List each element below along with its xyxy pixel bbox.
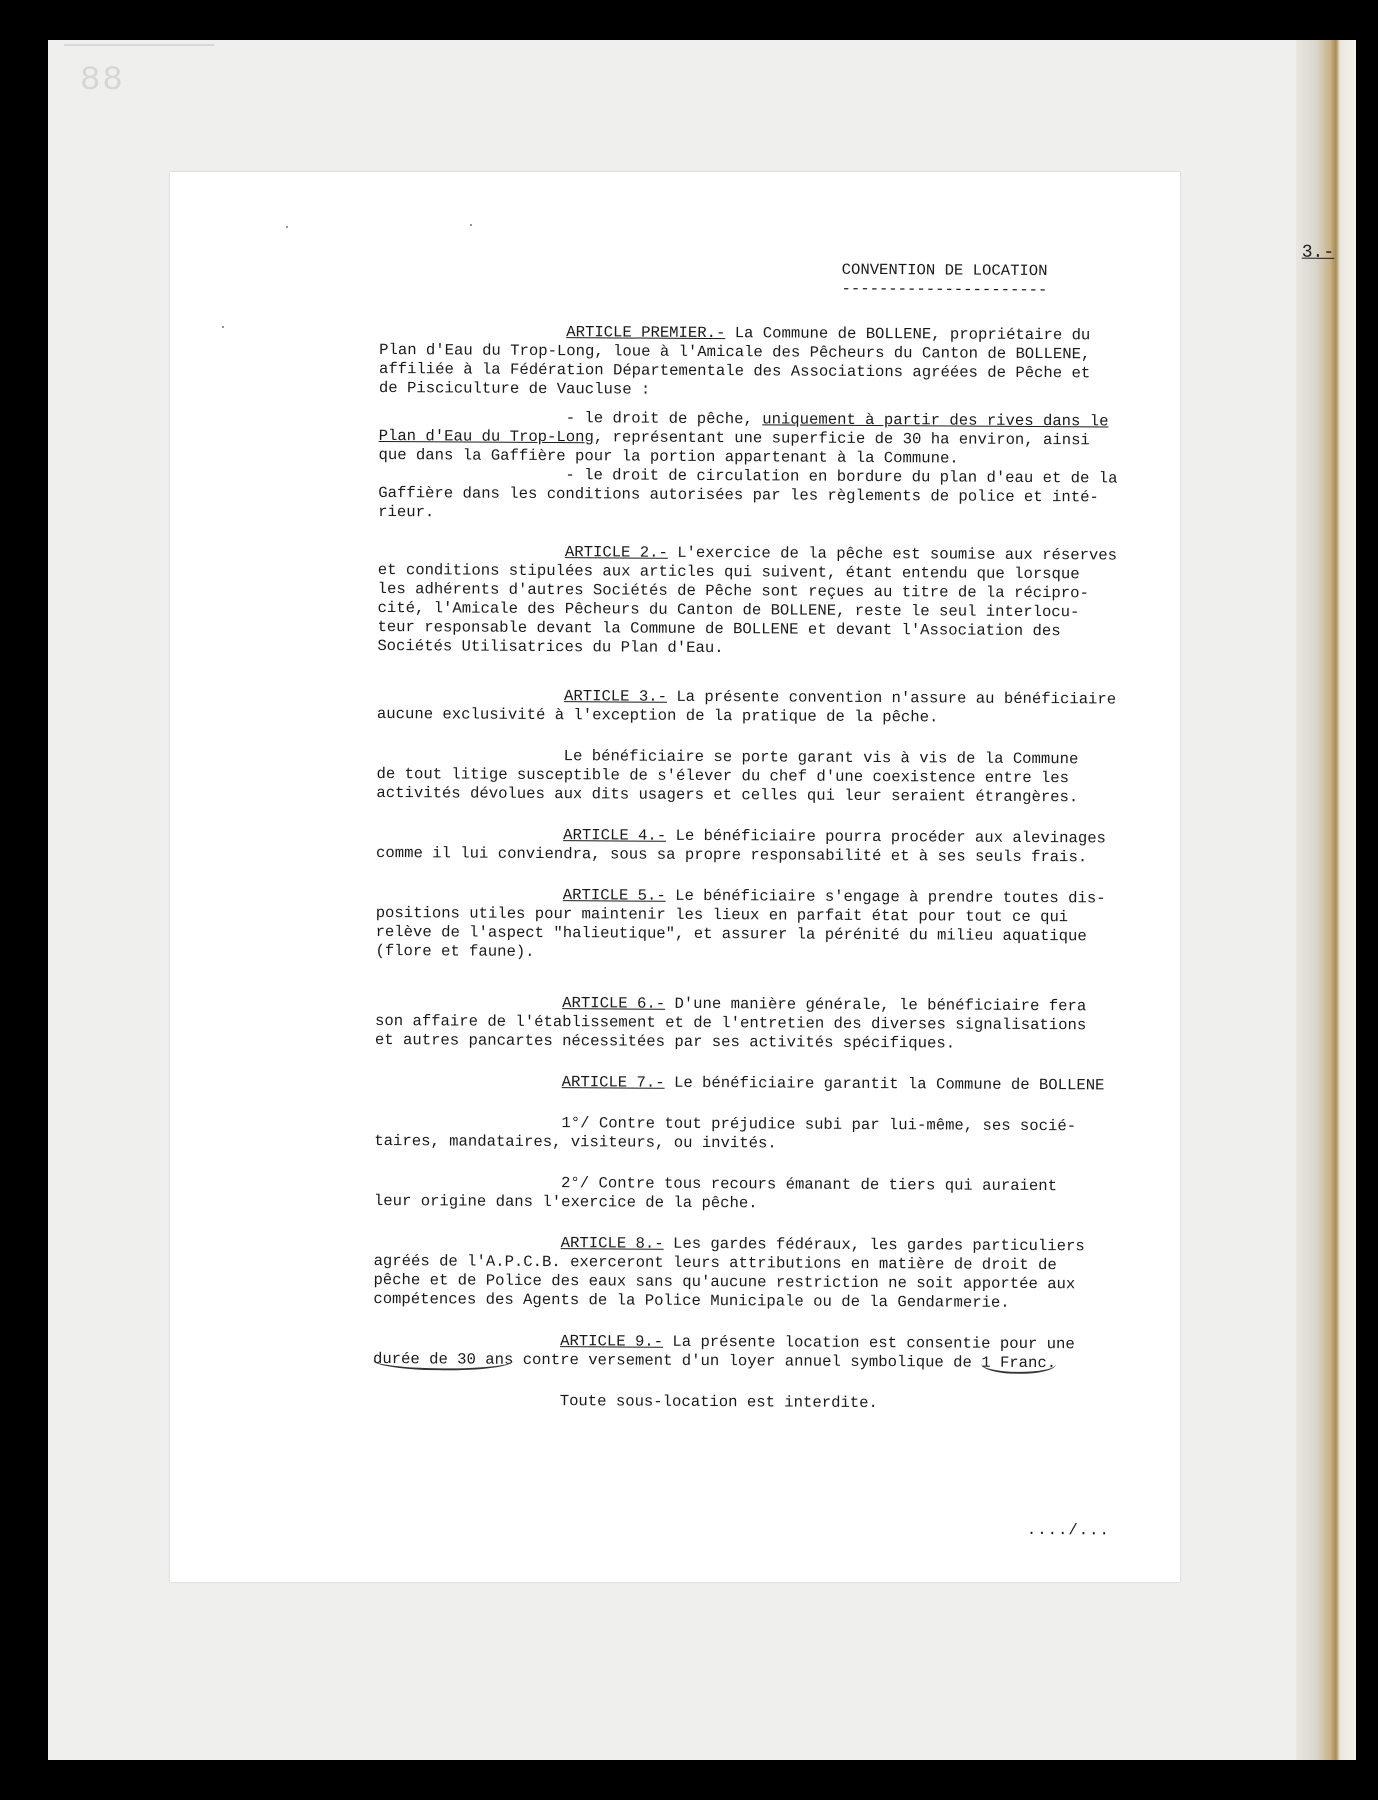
article-text: Le bénéficiaire pourra procéder aux alevinages [666,826,1107,848]
article-label: ARTICLE 5.- [562,886,666,905]
article-label: ARTICLE 4.- [563,826,667,845]
article-text: agréés de l'A.P.C.B. exerceront leurs attributions en matière de droit de [373,1251,1057,1275]
article-text: 1°/ Contre tout préjudice subi par lui-même, ses socié- [561,1114,1077,1136]
article-text: Le bénéficiaire s'engage à prendre toutes dis- [665,886,1106,908]
article-text: La Commune de BOLLENE, propriétaire du [725,324,1091,345]
article-text: Les gardes fédéraux, les gardes particuliers [663,1234,1085,1256]
article-7-item-2 [374,1173,1164,1216]
article-3-paragraph-2 [376,746,1166,808]
article-8 [373,1233,1163,1314]
article-text: taires, mandataires, visiteurs, ou invités. [374,1131,777,1153]
article-text: L'exercice de la pêche est soumise aux réserves [667,543,1118,565]
handwritten-underline-duration: durée de 30 ans [372,1349,514,1369]
paper-speck [286,226,288,228]
article-9 [373,1331,1163,1374]
article-text: teur responsable devant la Commune de BOLLENE et devant l'Association des [377,617,1061,641]
paper-speck [470,224,472,226]
article-text: compétences des Agents de la Police Municipale ou de la Gendarmerie. [373,1289,1010,1312]
article-text: et autres pancartes nécessitées par ses activités spécifiques. [374,1030,956,1053]
article-text: Sociétés Utilisatrices du Plan d'Eau. [377,636,724,658]
article-text: et conditions stipulées aux articles qui suivent, étant entendu que lorsque [377,560,1080,584]
article-text: Le bénéficiaire garantit la Commune de BOLLENE [664,1073,1105,1095]
document-title-block [829,261,1047,300]
article-text: leur origine dans l'exercice de la pêche. [373,1191,758,1213]
document-sheet [170,172,1335,1582]
article-text: Le bénéficiaire se porte garant vis à vis de la Commune [563,747,1079,769]
article-text: relève de l'aspect "halieutique", et assurer la pérénité du milieu aquatique [375,922,1087,946]
article-text: affiliée à la Fédération Départementale des Associations agréées de Pêche et [378,359,1091,383]
underlined-text: uniquement à partir des rives dans le [762,410,1109,431]
article-label: ARTICLE 9.- [560,1332,664,1351]
article-text: de tout litige susceptible de s'élever du chef d'une coexistence entre les [376,764,1070,788]
article-9-paragraph-2 [373,1391,1163,1415]
binder-spine [1296,40,1356,1760]
paper-speck [222,326,224,328]
document-body [373,322,1170,1435]
article-6 [375,993,1165,1055]
article-text: que dans la Gaffière pour la portion appartenant à la Commune. [378,445,959,468]
article-5 [375,885,1165,966]
article-label: ARTICLE 3.- [563,687,668,706]
article-4 [376,825,1166,868]
paper-edge-line [64,44,214,46]
article-2 [377,542,1168,661]
article-text: aucune exclusivité à l'exception de la pratique de la pêche. [376,704,939,727]
handwritten-underline-amount: 1 Franc. [981,1353,1057,1373]
article-label: ARTICLE PREMIER.- [566,323,726,343]
article-text: les adhérents d'autres Sociétés de Pêche sont reçues au titre de la récipro- [377,579,1089,603]
article-text: La présente location est consentie pour une [662,1332,1075,1354]
article-label: ARTICLE 7.- [561,1073,665,1092]
document-title: CONVENTION DE LOCATION [841,260,1048,281]
article-7 [375,1072,1165,1096]
article-text: La présente convention n'assure au bénéficiaire [666,687,1117,709]
article-text: pêche et de Police des eaux sans qu'aucune restriction ne soit apportée aux [373,1270,1076,1294]
article-label: ARTICLE 2.- [564,543,668,562]
article-premier [378,322,1169,527]
article-text: Toute sous-location est interdite. [559,1392,878,1413]
article-text: 2°/ Contre tous recours émanant de tiers qui auraient [561,1174,1058,1196]
article-text: (flore et faune). [375,941,535,961]
article-label: ARTICLE 8.- [560,1234,664,1253]
document-content [372,212,1335,1540]
article-label: ARTICLE 6.- [562,994,666,1013]
article-7-item-1 [374,1113,1164,1156]
article-text: , représentant une superficie de 30 ha environ, ainsi [593,428,1090,450]
background-page-mark: 88 [80,62,125,100]
title-underline: ---------------------- [841,279,1048,300]
article-3 [377,686,1167,729]
article-text: contre versement d'un loyer annuel symbolique de [513,1350,982,1372]
continuation-mark: ..../... [1026,1520,1110,1540]
article-text: activités dévolues aux dits usagers et celles qui leur seraient étrangères. [376,783,1079,807]
article-text: - le droit de pêche, [565,409,763,429]
article-text: Plan d'Eau du Trop-Long, loue à l'Amicale des Pêcheurs du Canton de BOLLENE, [379,340,1091,364]
article-text: rieur. [378,502,435,522]
page-number: 3.- [1301,242,1335,263]
article-text: Gaffière dans les conditions autorisées par les règlements de police et inté- [378,483,1099,507]
article-text: de Pisciculture de Vaucluse : [378,378,651,399]
underlined-text: Plan d'Eau du Trop-Long [378,426,594,447]
article-text: comme il lui conviendra, sous sa propre responsabilité et à ses seuls frais. [376,843,1088,867]
article-text: D'une manière générale, le bénéficiaire fera [665,994,1087,1016]
article-text: cité, l'Amicale des Pêcheurs du Canton de BOLLENE, reste le seul interlocu- [377,598,1080,622]
article-text: positions utiles pour maintenir les lieux en parfait état pour tout ce qui [375,903,1069,927]
article-text: - le droit de circulation en bordure du plan d'eau et de la [565,466,1118,488]
article-text: son affaire de l'établissement et de l'entretien des diverses signalisations [375,1011,1087,1035]
